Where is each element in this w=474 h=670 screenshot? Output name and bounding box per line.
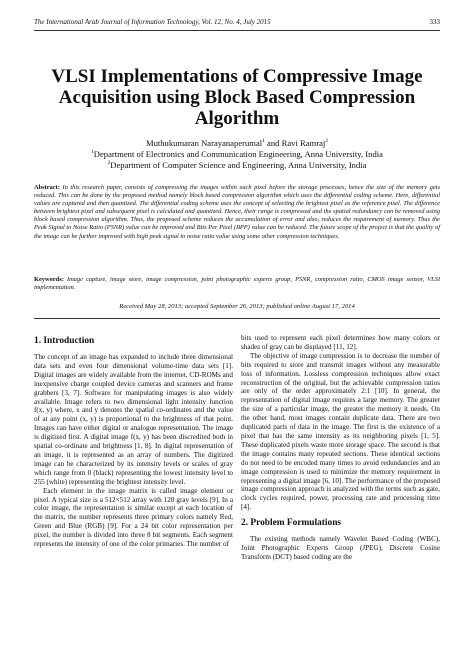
affiliation-1-mark: 1: [91, 149, 94, 156]
author-1: Muthukumaran Narayanaperumal: [145, 138, 263, 148]
right-column: [241, 334, 440, 562]
keywords: [34, 276, 440, 292]
affiliation-2-text: Department of Computer Science and Engineering, Anna University, India: [110, 160, 367, 170]
page-number: 333: [429, 18, 440, 26]
author-1-mark: 1: [262, 138, 265, 145]
author-line: [40, 138, 434, 149]
affiliation-1-text: Department of Electronics and Communication Engineering, Anna University, India: [93, 149, 383, 159]
paragraph: bits used to represent each pixel determines how many colors or shades of gray can be displayed [11, 12].: [241, 334, 440, 351]
keywords-text: Image capture, image store, image compression, joint photographic experts group, PSNR, compression ratio, CMOS image sensor, VLSI implementation.: [34, 276, 440, 292]
header-rule: [34, 30, 440, 31]
author-2-mark: 2: [325, 138, 329, 145]
paragraph: The objective of image compression is to decrease the number of bits required to store and transmit images without any measurable loss of information. Lossless compression techniques allow exact reconstruction of the original, but the achievable compression ratios are only of the order approximately 2:1 [10]. In general, the representation of digital image requires a large memory. The greater the size of a particular image, the greater the memory it needs. On the other hand, most images contain duplicate data. There are two duplicated parts of data in the image. The first is the existence of a pixel that has the same intensity as its neighboring pixels [1, 5]. These duplicated pixels waste more storage space. The second is that the image contains many repeated sections. These identical sections do not need to be encoded many times to avoid redundancies and an image compression is used to minimize the memory requirement in representing a digital image [6, 10]. The performance of the proposed image compression approach is analyzed with the terms such as gate, clock cycles required, power, processing rate and processing time [4].: [241, 351, 440, 512]
paragraph: Each element in the image matrix is called image element or pixel. A typical size is a 512×512 array with 128 gray levels [9]. In a color image, the representation is similar except at each location of the matrix, the number represents three primary colors namely Red, Green and Blue (RGB) [9]. For a 24 bit color representation per pixel, the number is divided into three 8 bit segments. Each segment represents the intensity of one of the color primaries. The number of: [34, 486, 233, 549]
abstract-label: Abstract:: [34, 184, 60, 191]
affiliation-2: [40, 160, 434, 171]
left-column: [34, 336, 233, 549]
keywords-label: Keywords:: [34, 276, 64, 283]
paper-title: VLSI Implementations of Compressive Image Acquisition using Block Based Compression Algorithm: [51, 66, 423, 129]
author-2: and Ravi Ramraj: [264, 138, 326, 148]
author-block: [40, 138, 434, 171]
affiliation-1: [40, 149, 434, 160]
received-dates: Received May 28, 2013; accepted September 26, 2013; published online August 17, 2014: [119, 303, 355, 310]
abstract: [34, 184, 440, 241]
journal-name: The International Arab Journal of Information Technology, Vol. 12, No. 4, July 2015: [34, 18, 271, 26]
paragraph: The concept of an image has expanded to include three dimensional data sets and even four dimensional volume-time data sets [1]. Digital images are widely available from the internet, CD-ROMs and inexpensive charge coupled device cameras and scanners and frame grabbers [3, 7]. Software for manipulating images is also widely available. Image refers to two dimensional light intensity function f(x, y) where, x and y denotes the spatial co-ordinates and the value of at any point (x, y) is proportional to the brightness of that point. Images can have either digital or analogue representation. The image is digitized first. A digital image f(x, y) has been discredited both in spatial co-ordinate and brightness [1, 8]. In digital representation of an image, it is represented as an array of numbers. The digitized image can be characterized by its intensity levels or scales of gray which range from 0 (black) representing the lowest intensity level to 255 (white) representing the brightest intensity level.: [34, 353, 233, 486]
section-heading-problem-formulations: 2. Problem Formulations: [241, 518, 342, 529]
running-header: [34, 16, 440, 28]
affiliation-2-mark: 2: [107, 160, 111, 167]
section-heading-introduction: 1. Introduction: [34, 336, 95, 346]
abstract-text: In this research paper, consists of compressing the images within each pixel before the storage processes, hence the size of the memory gets reduced. This can be done by the proposed method namely block based compression algorithm which uses the differential coding scheme. Here, differential values are captured and then quantized. The differential coding scheme uses the concept of selecting the brightest pixel as the reference pixel. The difference between brightest pixel and subsequent pixel is calculated and quantized. Hence, their range is compressed and the spatial redundancy can be removed using block based compression algorithm. Thus, the proposed scheme reduces the accumulation of error and also, reduces the requirement of memory. Thus the Peak Signal to Noise Ratio (PSNR) value can be improved and Bits Per Pixel (BPP) value can be reduced. The future scope of the project is that the quality of the image can be further improved with high peak signal to noise ratio value using some other compression techniques.: [34, 184, 440, 240]
section-rule: [34, 318, 440, 319]
paragraph: The existing methods namely Wavelet Based Coding (WBC), Joint Photographic Experts Group (JPEG), Discrete Cosine Transform (DCT) based coding are the: [241, 535, 440, 561]
